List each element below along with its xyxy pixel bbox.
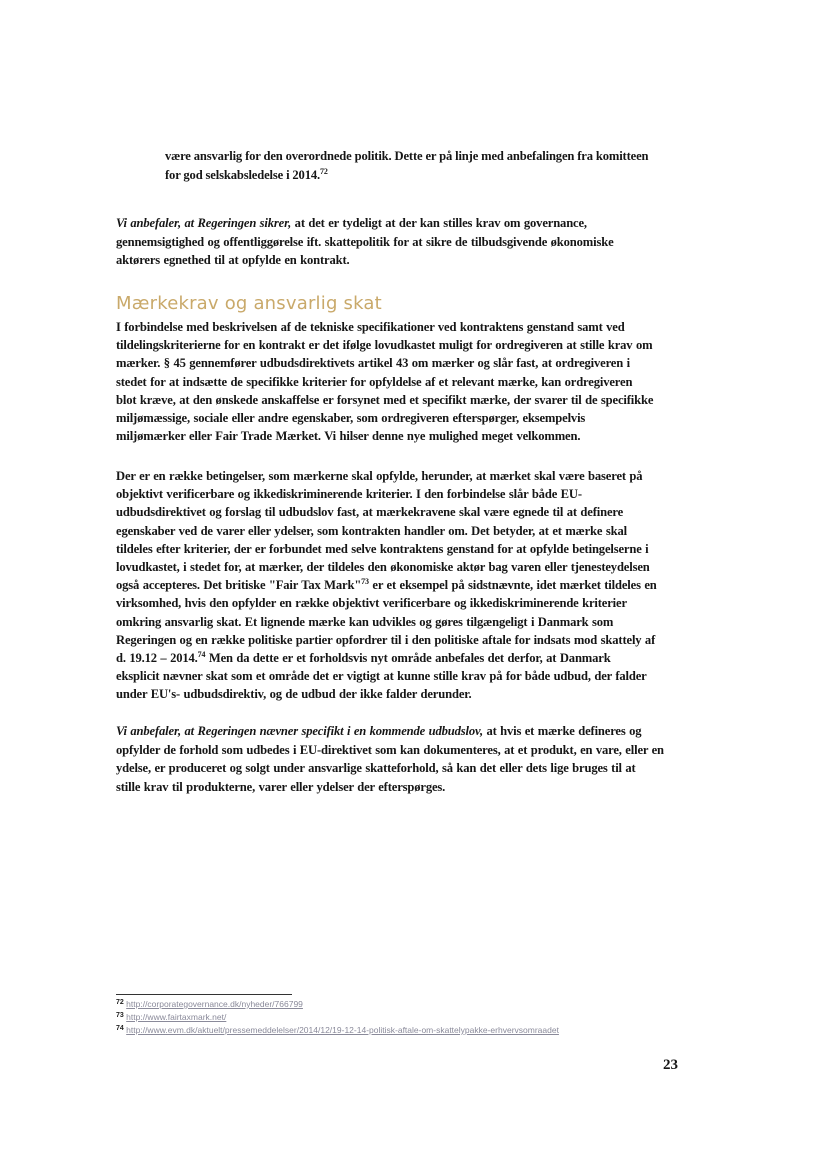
paragraph-label-conditions: Der er en række betingelser, som mærkerne skal opfylde, herunder, at mærket skal være baseret på objektivt verificerbare og ikkediskriminerende kriterier. I den forbindelse slår både EU- udbudsdirektivet og forslag til udbudslov fast, at mærkekravene skal være egnede til at definere egenskaber ved de varer eller ydelser, som kontrakten handler om. Det betyder, at et mærke skal tildeles efter kriterier, der er forbundet med selve kontraktens genstand for at opfylde betingelserne i lovudkastet, i stedet for, at mærker, der tildeles den økonomiske aktør bag varen eller tjenesteydelsen også accepteres. Det britiske "Fair Tax Mark"$^{73}$ er et eksempel på sidstnævnte, idet mærket tildeles en virksomhed, hvis den opfylder en række objektivt verificerbare og ikkediskriminerende kriterier omkring ansvarlig skat. Et lignende mærke kan udvikles og gøres tilgængeligt i Danmark som Regeringen og en række politiske partier opfordrer til i den politiske aftale for indsats mod skattely af d. 19.12 – 2014.74 Men da dette er et forholdsvis nyt område anbefales det derfor, at Danmark eksplicit nævner skat som et område det er vigtigt at kunne stille krav på for både udbud, der falder under EU's- udbudsdirektiv, og de udbud der ikke falder derunder. (116, 469, 657, 702)
quote-line: være ansvarlig for den overordnede politik. Dette er på linje med anbefalingen fra komitteen (165, 149, 649, 163)
footnote-divider (116, 994, 292, 995)
footnote-link[interactable]: http://corporategovernance.dk/nyheder/766799 (126, 999, 303, 1009)
recommendation-governance: Vi anbefaler, at Regeringen sikrer, at det er tydeligt at der kan stilles krav om governance, gennemsigtighed og offentliggørelse ift. skattepolitik for at sikre de tilbudsgivende økonomiske aktørers egnethed til at opfylde en kontrakt. (116, 216, 614, 267)
footnote-72: $^{72}$ http://corporategovernance.dk/nyheder/766799 (116, 999, 303, 1009)
section-heading: Mærkekrav og ansvarlig skat (116, 293, 382, 314)
footnote-ref-73[interactable]: 73 (361, 577, 369, 587)
paragraph-label-requirements: I forbindelse med beskrivelsen af de tekniske specifikationer ved kontraktens genstand samt ved tildelingskriterierne for en kontrakt er det ifølge lovudkastet muligt for ordregiveren at stille krav om mærker. § 45 gennemfører udbudsdirektivets artikel 43 om mærker og slår fast, at ordregiveren i stedet for at indsætte de specifikke kriterier for opfyldelse af et relevant mærke, kan ordregiveren blot kræve, at den ønskede anskaffelse er forsynet med et specifikt mærke, der svarer til de specifikke miljømæssige, sociale eller andre egenskaber, som ordregiveren efterspørger, eksempelvis miljømærker eller Fair Trade Mærket. Vi hilser denne nye mulighed meget velkommen. (116, 320, 654, 444)
footnote-74: $^{74}$ http://www.evm.dk/aktuelt/pressemeddelelser/2014/12/19-12-14-politisk-aftale-om-skattelypakke-erhvervsomraadet (116, 1025, 559, 1035)
footnote-link[interactable]: http://www.evm.dk/aktuelt/pressemeddelelser/2014/12/19-12-14-politisk-aftale-om-skattelypakke-erhvervsomraadet (126, 1025, 559, 1035)
footnote-link[interactable]: http://www.fairtaxmark.net/ (126, 1012, 227, 1022)
page-number: 23 (663, 1057, 678, 1073)
footnote-ref-74[interactable]: 74 (197, 650, 206, 660)
footnote-73: $^{73}$ http://www.fairtaxmark.net/ (116, 1012, 227, 1022)
recommendation-tax-label: Vi anbefaler, at Regeringen nævner specifikt i en kommende udbudslov, at hvis et mærke defineres og opfylder de forhold som udbedes i EU-direktivet som kan dokumenteres, at et produkt, en vare, eller en ydelse, er produceret og solgt under ansvarlige skatteforhold, så kan det eller dets lige bruges til at stille krav til produkterne, varer eller ydelser der efterspørges. (116, 724, 664, 794)
recommendation-lead: Vi anbefaler, at Regeringen sikrer, (116, 216, 292, 230)
footnote-ref-72[interactable]: 72 (320, 166, 328, 176)
quote-block (165, 147, 685, 184)
quote-line: for god selskabsledelse i 2014.72 (165, 166, 328, 182)
recommendation-lead: Vi anbefaler, at Regeringen nævner specifikt i en kommende udbudslov, (116, 724, 483, 738)
